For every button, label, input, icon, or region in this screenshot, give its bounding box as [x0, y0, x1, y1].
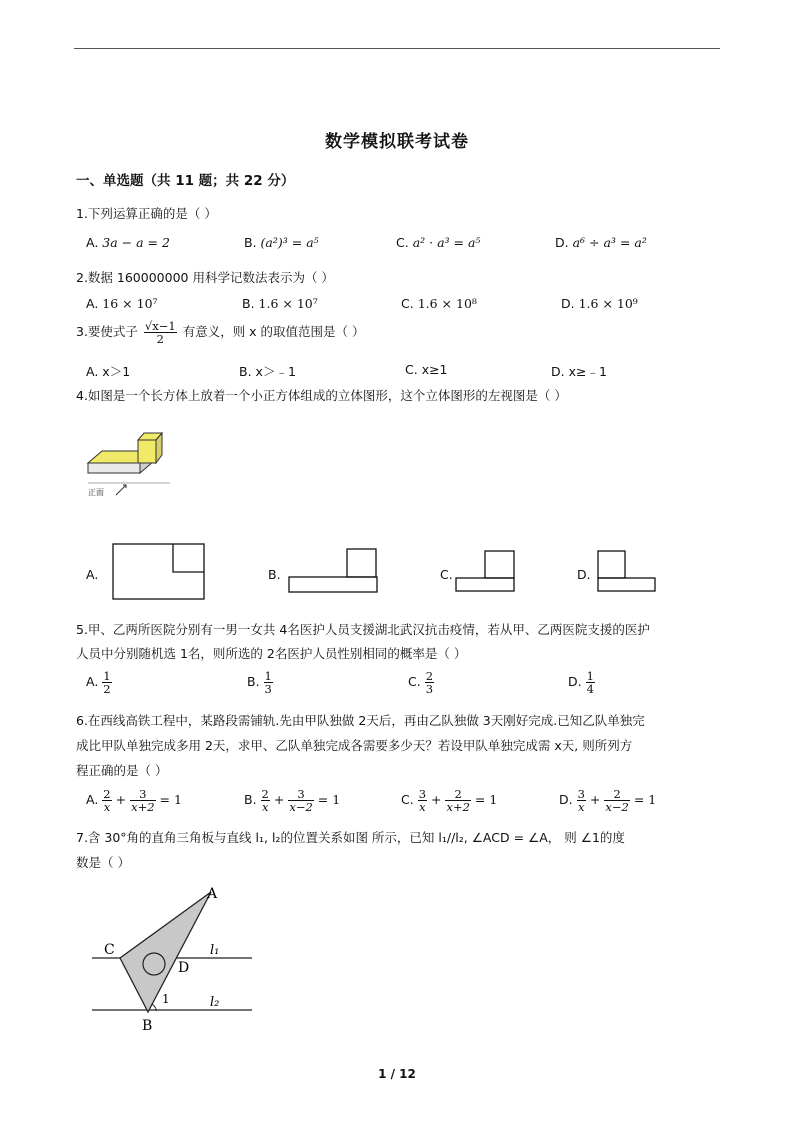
q4-option-a[interactable]: A.: [86, 567, 99, 582]
svg-text:l₁: l₁: [210, 943, 220, 958]
q3-option-a[interactable]: A. x＞1: [86, 364, 131, 379]
q2-option-b[interactable]: B. 1.6 × 10⁷: [242, 296, 318, 311]
q6-option-c[interactable]: C. $\frac{3}{x}$ + $\frac{2}{x+2}$ = 1: [401, 787, 498, 814]
q4-option-c-figure[interactable]: [455, 550, 517, 592]
header-rule: [74, 48, 720, 49]
q4-front-label: 正面: [88, 488, 104, 497]
q4-option-d[interactable]: D.: [577, 567, 591, 582]
q3-expression: $\frac{√x-1}{2}$: [144, 319, 176, 346]
svg-text:1: 1: [162, 992, 170, 1006]
q6-option-a[interactable]: A. $\frac{2}{x}$ + $\frac{3}{x+2}$ = 1: [86, 787, 182, 814]
q5-option-c[interactable]: C. $\frac{2}{3}$: [408, 669, 434, 696]
question-6-stem-line1: 6.在西线高铁工程中，某路段需铺轨.先由甲队独做 2天后，再由乙队独做 3天刚好完成.已知乙队单独完: [76, 713, 645, 728]
q4-option-d-figure[interactable]: [597, 550, 657, 592]
q1-option-d[interactable]: D. a⁶ ÷ a³ = a²: [555, 235, 647, 250]
q7-triangle-figure: [90, 880, 260, 1040]
section-heading: 一、单选题（共 11 题；共 22 分）: [76, 173, 295, 189]
svg-text:C: C: [104, 942, 115, 958]
q1-option-a[interactable]: A. 3a − a = 2: [86, 235, 170, 250]
question-6-stem-line3: 程正确的是（ ）: [76, 763, 168, 778]
svg-text:A: A: [207, 886, 218, 902]
q4-option-b-figure[interactable]: [288, 548, 380, 593]
question-1-stem: 1.下列运算正确的是（ ）: [76, 206, 217, 221]
svg-text:l₂: l₂: [210, 995, 220, 1010]
q6-option-d[interactable]: D. $\frac{3}{x}$ + $\frac{2}{x-2}$ = 1: [559, 787, 657, 814]
q5-option-d[interactable]: D. $\frac{1}{4}$: [568, 669, 594, 696]
q4-option-a-figure[interactable]: [112, 543, 207, 601]
q4-option-c[interactable]: C.: [440, 567, 453, 582]
q4-option-b[interactable]: B.: [268, 567, 281, 582]
question-7-stem-line1: 7.含 30°角的直角三角板与直线 l₁, l₂的位置关系如图 所示，已知 l₁//l₂, ∠ACD = ∠A， 则 ∠1的度: [76, 830, 625, 845]
question-5-stem-line2: 人员中分别随机选 1名，则所选的 2名医护人员性别相同的概率是（ ）: [76, 646, 467, 661]
q3-option-c[interactable]: C. x≥1: [405, 362, 448, 377]
question-3-stem: 3.要使式子 $\frac{√x-1}{2}$ 有意义，则 x 的取值范围是（ ）: [76, 319, 365, 346]
q2-option-c[interactable]: C. 1.6 × 10⁸: [401, 296, 477, 311]
q4-solid-figure: [82, 425, 177, 507]
page-title: 数学模拟联考试卷: [325, 132, 469, 152]
arrow-icon: [116, 485, 126, 495]
q2-option-d[interactable]: D. 1.6 × 10⁹: [561, 296, 638, 311]
svg-text:B: B: [142, 1018, 153, 1034]
svg-text:D: D: [178, 960, 190, 976]
question-2-stem: 2.数据 160000000 用科学记数法表示为（ ）: [76, 270, 334, 285]
q3-option-b[interactable]: B. x＞﹣1: [239, 364, 296, 379]
question-5-stem-line1: 5.甲、乙两所医院分别有一男一女共 4名医护人员支援湖北武汉抗击疫情，若从甲、乙两医院支援的医护: [76, 622, 650, 637]
page-number: 1 / 12: [378, 1067, 416, 1081]
question-4-stem: 4.如图是一个长方体上放着一个小正方体组成的立体图形，这个立体图形的左视图是（ ）: [76, 388, 567, 403]
q2-option-a[interactable]: A. 16 × 10⁷: [86, 296, 158, 311]
question-6-stem-line2: 成比甲队单独完成多用 2天，求甲、乙队单独完成各需要多少天？若设甲队单独完成需 x天, 则所列方: [76, 738, 633, 753]
q5-option-a[interactable]: A. $\frac{1}{2}$: [86, 669, 111, 696]
q1-option-c[interactable]: C. a² · a³ = a⁵: [396, 235, 481, 250]
q5-option-b[interactable]: B. $\frac{1}{3}$: [247, 669, 272, 696]
q3-option-d[interactable]: D. x≥﹣1: [551, 364, 607, 379]
q6-option-b[interactable]: B. $\frac{2}{x}$ + $\frac{3}{x-2}$ = 1: [244, 787, 341, 814]
question-7-stem-line2: 数是（ ）: [76, 855, 130, 870]
q1-option-b[interactable]: B. (a²)³ = a⁵: [244, 235, 319, 250]
